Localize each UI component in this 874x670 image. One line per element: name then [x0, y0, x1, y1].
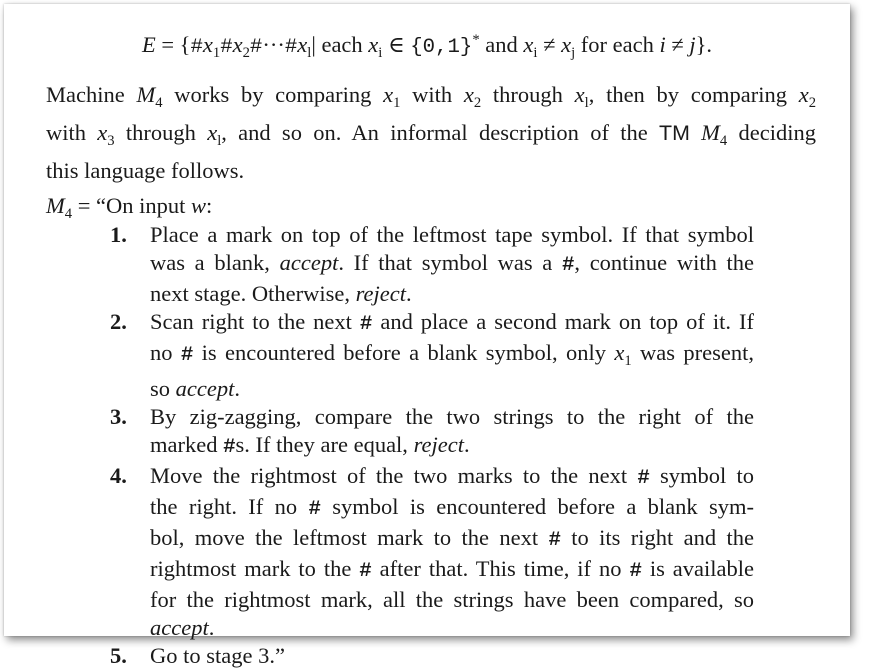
formula-hash-1: # — [190, 36, 203, 60]
step-5 — [4, 642, 850, 670]
formula-eq: = — [161, 32, 175, 58]
step-2-number: 2. — [110, 309, 127, 334]
machine-steps-list — [4, 221, 850, 670]
step-4-text: Move the rightmost of the two marks to the next # symbol to the right. If no # symbol is encountered before a blank sym- bol, move the leftmost mark to the next # to its right and the rightmost mark to the # after that. This time, if no # is available for the rightmost mark, all the strings have been compared, so accept. — [150, 463, 755, 641]
paragraph-line-3: this language follows. — [46, 158, 245, 184]
formula-subl: l — [307, 45, 312, 62]
formula-in: ∈ — [387, 32, 405, 58]
formula-bar: | — [311, 32, 316, 58]
machine-definition-header: $M_4$ = “On input w: — [46, 193, 213, 223]
step-5-number: 5. — [110, 643, 127, 669]
description-paragraph — [46, 80, 816, 185]
formula-set-close: }. — [695, 32, 713, 58]
formula-xi-2: x — [523, 32, 534, 58]
formula-hash-4: # — [284, 36, 298, 60]
step-1 — [4, 221, 850, 308]
formula-hash-3: # — [249, 36, 263, 60]
language-definition-formula — [4, 25, 850, 68]
formula-neq: ≠ — [543, 32, 556, 58]
formula-xi: x — [368, 32, 379, 58]
paragraph-line-2: with $x_3$ through $x_l$, and so on. An informal description of the TM $M_4$ deciding — [46, 120, 816, 150]
formula-sub-i: i — [378, 45, 383, 62]
step-2-text: Scan right to the next # and place a second mark on top of it. If no # is encountered before a blank symbol, only $x_1$ was present, so accept. — [150, 309, 755, 402]
formula-xj: x — [561, 32, 572, 58]
formula-j: j — [689, 32, 696, 58]
formula-set-open: { — [179, 32, 191, 58]
formula-each: each — [321, 32, 363, 58]
formula-xl: x — [297, 32, 308, 58]
formula-dots: ··· — [262, 32, 285, 58]
step-1-text: Place a mark on top of the leftmost tape symbol. If that symbol was a blank, accept. If that symbol was a #, continue with the next stage. Otherwise, reject. — [150, 222, 754, 306]
formula-binary: {0,1} — [410, 36, 473, 60]
formula-for-each: for each — [580, 32, 654, 58]
formula-hash-2: # — [220, 36, 233, 60]
formula-star: * — [472, 32, 480, 48]
formula-sub1: 1 — [212, 45, 221, 62]
step-3-number: 3. — [110, 404, 127, 430]
formula-sub-i-2: i — [533, 45, 538, 62]
formula-sub2: 2 — [242, 45, 250, 62]
paragraph-line-1: Machine $M_4$ works by comparing $x_1$ with $x_2$ through $x_l$, then by comparing $x_2$ — [46, 82, 817, 112]
step-4-number: 4. — [110, 463, 127, 489]
formula-i: i — [659, 32, 666, 58]
step-5-text: Go to stage 3.” — [150, 643, 285, 669]
formula-lhs: E — [141, 32, 156, 58]
formula-sub-j: j — [571, 45, 576, 62]
formula-x2: x — [232, 32, 243, 58]
step-2 — [4, 308, 850, 403]
formula-neq-2: ≠ — [671, 32, 684, 58]
page — [4, 4, 850, 669]
step-1-number: 1. — [110, 222, 127, 247]
formula-x1: x — [202, 32, 213, 58]
step-3-text: By zig-zagging, compare the two strings to the right of the marked #s. If they are equal, reject. — [150, 404, 754, 460]
step-3 — [4, 403, 850, 462]
step-4 — [4, 462, 850, 642]
formula-and: and — [485, 32, 518, 58]
